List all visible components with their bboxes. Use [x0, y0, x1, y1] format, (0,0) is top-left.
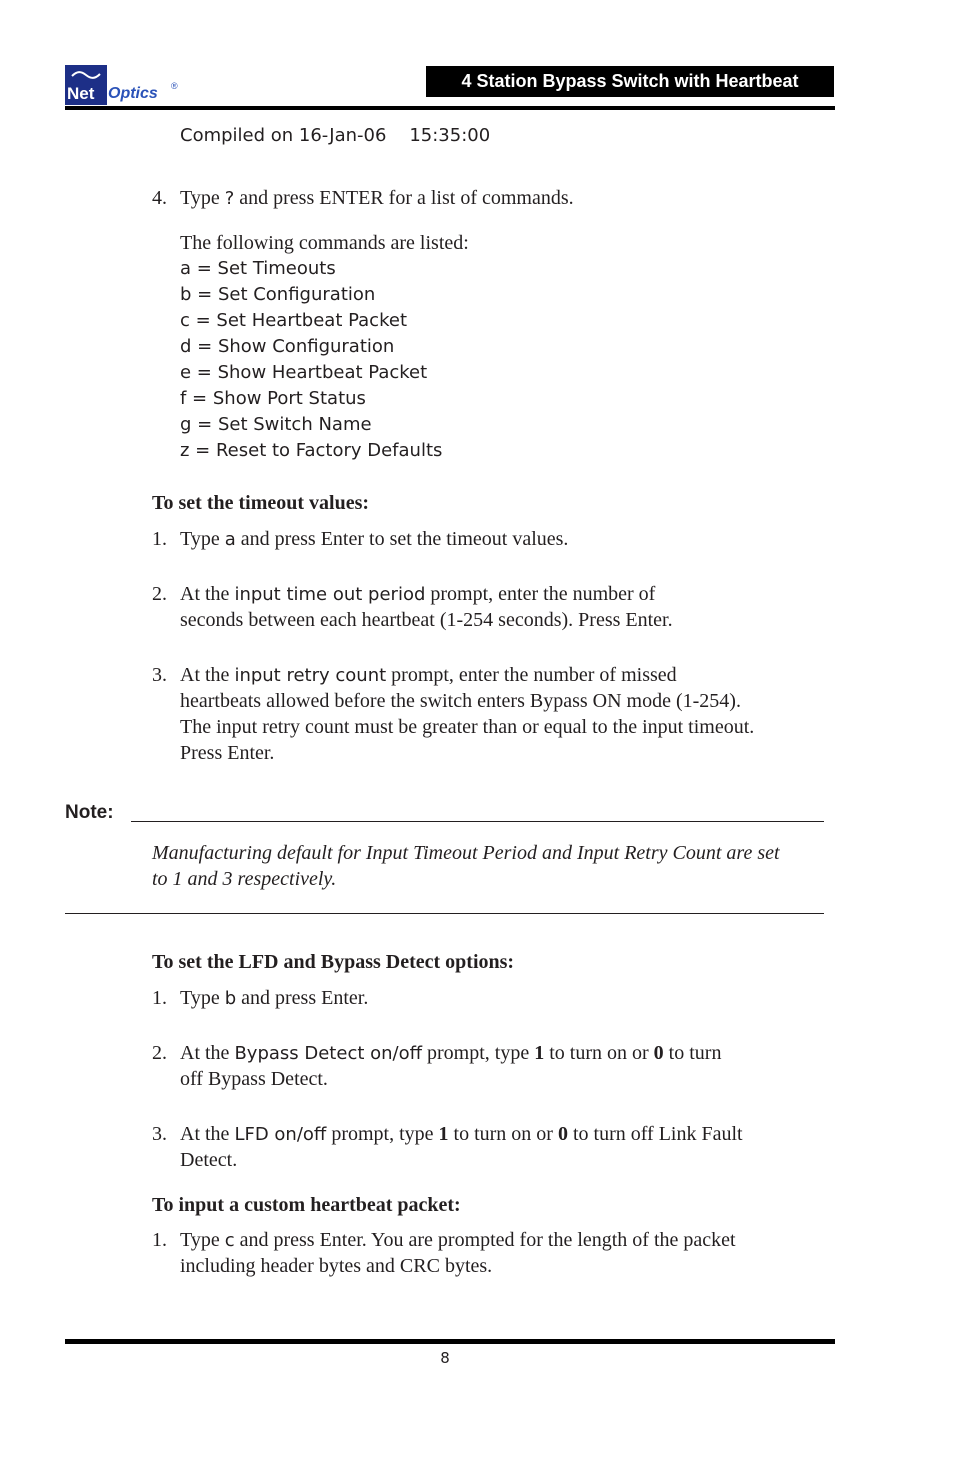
- text-fragment: Type: [180, 1229, 225, 1251]
- command-key: a: [224, 529, 236, 550]
- value-off: 0: [653, 1042, 664, 1064]
- step-text-continued: heartbeats allowed before the switch enters Bypass ON mode (1-254).: [180, 690, 741, 712]
- step-number: 1.: [152, 987, 167, 1009]
- note-text: Manufacturing default for Input Timeout Period and Input Retry Count are set: [152, 842, 780, 864]
- page-number: 8: [440, 1349, 450, 1367]
- command-item: b = Set Configuration: [180, 284, 376, 305]
- command-item: c = Set Heartbeat Packet: [180, 310, 407, 331]
- logo-net-text: Net: [67, 84, 95, 103]
- step-number: 2.: [152, 1042, 167, 1064]
- text-fragment: prompt, type: [422, 1042, 535, 1064]
- step-text: [180, 185, 574, 212]
- prompt-name: input retry count: [234, 665, 387, 686]
- step-text-continued: The input retry count must be greater than or equal to the input timeout.: [180, 716, 755, 738]
- commands-intro: The following commands are listed:: [180, 232, 469, 254]
- step-number: 3.: [152, 664, 167, 686]
- timeout-heading: To set the timeout values:: [152, 492, 370, 514]
- value-on: 1: [534, 1042, 545, 1064]
- text-fragment: prompt, enter the number of: [425, 583, 656, 605]
- logo-registered-mark: ®: [171, 81, 178, 91]
- value-off: 0: [557, 1123, 568, 1145]
- command-item: e = Show Heartbeat Packet: [180, 362, 428, 383]
- text-fragment: and press Enter to set the timeout values.: [235, 528, 569, 550]
- header-rule: [65, 106, 835, 110]
- command-item: z = Reset to Factory Defaults: [180, 440, 443, 461]
- step-text: [180, 1040, 721, 1067]
- prompt-name: LFD on/off: [234, 1124, 327, 1145]
- text-fragment: to turn: [663, 1042, 722, 1064]
- step-number: 3.: [152, 1123, 167, 1145]
- command-item: g = Set Switch Name: [180, 414, 372, 435]
- step-number: 1.: [152, 528, 167, 550]
- value-on: 1: [438, 1123, 449, 1145]
- prompt-name: input time out period: [234, 584, 426, 605]
- footer-rule: [65, 1339, 835, 1344]
- text-fragment: prompt, enter the number of missed: [386, 664, 677, 686]
- step-text-continued: off Bypass Detect.: [180, 1068, 328, 1090]
- text-fragment: and press Enter. You are prompted for the length of the packet: [234, 1229, 736, 1251]
- step-number: 4.: [152, 187, 167, 209]
- command-key: ?: [224, 188, 235, 209]
- step-text: [180, 1121, 743, 1148]
- step-text: [180, 526, 568, 553]
- logo-optics-text: Optics: [108, 85, 158, 102]
- text-fragment: At the: [180, 583, 235, 605]
- prompt-name: Bypass Detect on/off: [234, 1043, 423, 1064]
- step-text-continued: Detect.: [180, 1149, 238, 1171]
- step-number: 2.: [152, 583, 167, 605]
- text-fragment: At the: [180, 1042, 235, 1064]
- text-fragment: Type: [180, 187, 225, 209]
- net-optics-logo: [65, 65, 185, 105]
- step-text: [180, 1227, 736, 1254]
- wave-icon: [71, 71, 101, 79]
- note-text: to 1 and 3 respectively.: [152, 868, 337, 890]
- logo-badge: [65, 65, 107, 105]
- text-fragment: At the: [180, 1123, 235, 1145]
- text-fragment: to turn on or: [448, 1123, 558, 1145]
- text-fragment: At the: [180, 664, 235, 686]
- text-fragment: and press Enter.: [236, 987, 369, 1009]
- text-fragment: Type: [180, 528, 225, 550]
- note-bottom-rule: [65, 913, 824, 914]
- note-top-rule: [131, 821, 824, 822]
- text-fragment: and press ENTER for a list of commands.: [234, 187, 574, 209]
- note-label: Note:: [65, 802, 114, 823]
- command-item: d = Show Configuration: [180, 336, 395, 357]
- command-item: f = Show Port Status: [180, 388, 366, 409]
- lfd-heading: To set the LFD and Bypass Detect options:: [152, 951, 515, 973]
- text-fragment: prompt, type: [326, 1123, 439, 1145]
- command-item: a = Set Timeouts: [180, 258, 336, 279]
- command-key: b: [224, 988, 237, 1009]
- command-key: c: [224, 1230, 235, 1251]
- text-fragment: to turn off Link Fault: [567, 1123, 743, 1145]
- step-number: 1.: [152, 1229, 167, 1251]
- compiled-line: Compiled on 16-Jan-06 15:35:00: [180, 125, 491, 146]
- document-title: 4 Station Bypass Switch with Heartbeat: [426, 66, 834, 97]
- step-text: [180, 985, 368, 1012]
- heartbeat-heading: To input a custom heartbeat packet:: [152, 1194, 461, 1216]
- step-text-continued: including header bytes and CRC bytes.: [180, 1255, 493, 1277]
- step-text-continued: Press Enter.: [180, 742, 275, 764]
- step-text-continued: seconds between each heartbeat (1-254 seconds). Press Enter.: [180, 609, 673, 631]
- step-text: [180, 662, 677, 689]
- text-fragment: to turn on or: [544, 1042, 654, 1064]
- step-text: [180, 581, 655, 608]
- text-fragment: Type: [180, 987, 225, 1009]
